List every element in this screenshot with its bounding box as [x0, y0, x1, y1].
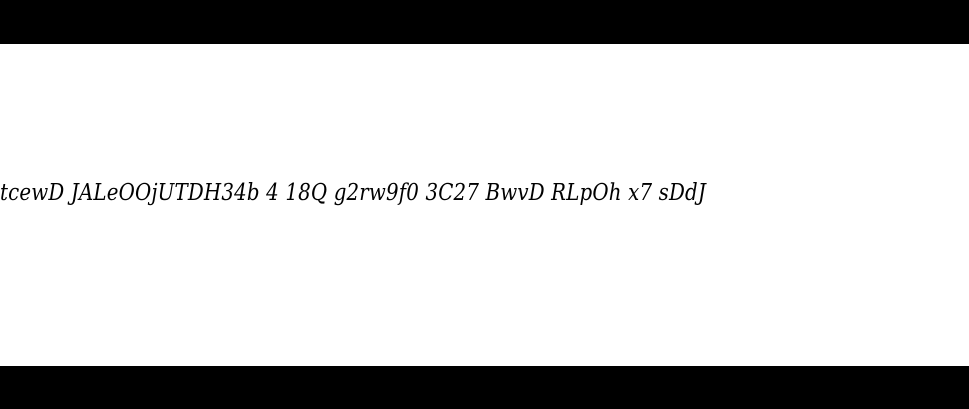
letterbox-bar-top [0, 0, 969, 44]
script-text-line: tcewD JALeOOjUTDH34b 4 18Q g2rw9f0 3C27 BwvD RLpOh x7 sDdJ [0, 180, 706, 206]
white-canvas [0, 44, 969, 366]
letterbox-bar-bottom [0, 366, 969, 409]
